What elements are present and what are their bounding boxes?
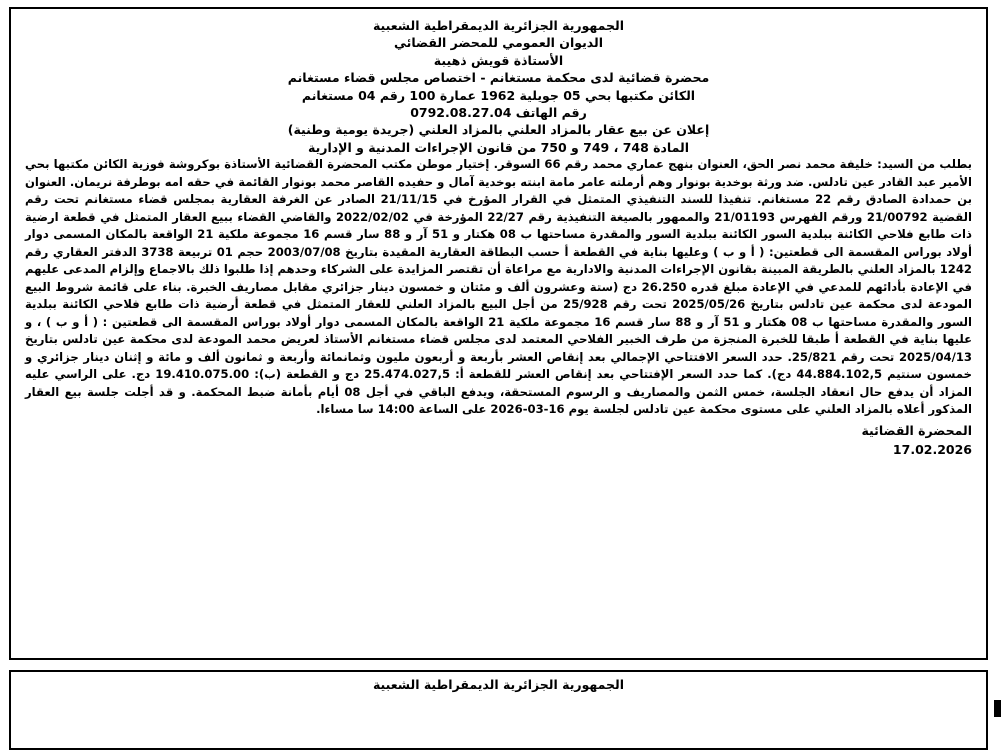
header-bailiff-name: الأستاذة قويش ذهيبة	[433, 52, 564, 68]
header-country: الجمهورية الجزائرية الديمقراطية الشعبية	[372, 18, 625, 33]
next-notice-header	[25, 676, 972, 693]
header-address: الكائن مكتبها بحي 05 جويلية 1962 عمارة 100 رقم 04 مستغانم	[301, 87, 696, 103]
notice-body: بطلب من السيد: خليفة محمد نصر الحق، العنوان بنهج عماري محمد رقم 66 السوقر. إختيار موطن مكتب المحضرة القضائية الأستاذة بوكروشة فوزية الكائن مكتبها بحي الأمير عبد القادر عين تادلس. ضد ورثة بوخدية بونوار وهم أرملته عامر مامة ابنته بوخدية آمال و حفيده القاصر محمد بونوار القائمة في حقه امه بوطرفة نريمان. العنوان بن حمدادة الصادق رقم 22 مستغانم. تنفيذا للسند التنفيذي المتمثل في القرار المؤرخ في 21/11/15 الصادر عن الغرفة العقارية بمجلس قضاء مستغانم تحت رقم القضية 21/00792 ورقم الفهرس 21/01193 والممهور بالصيغة التنفيذية رقم 22/27 المؤرخة في 2022/02/02 والقاضي القضاء ببيع العقار المتمثل في قطعة ارضية ذات طابع فلاحي الكائنة ببلدية السور الكائنة ببلدية السور والمقدرة مساحتها ب 08 هكتار و 51 آر و 88 سار قسم 16 مجموعة ملكية 21 الواقعة بالمكان المسمى دوار أولاد بوراس المقسمة الى قطعتين: ( أ و ب ) وعليها بناية في القطعة أ حسب البطاقة العقارية المقيدة بتاريخ 2003/07/08 حجم 01 تربيعة 3738 الدفتر العقاري رقم 1242 بالمزاد العلني بالطريقة المبينة بقانون الإجراءات المدنية والادارية مع مراعاة أن تقتصر المزايدة على الشركاء وحدهم إذا طلبوا ذلك بالاجماع وإلزام المدعى عليهم في الإعادة بأدائهم للمدعي في الإعادة مبلغ قدره 26.250 دج (ستة وعشرون ألف و مئتان و خمسون دينار جزائري مقابل مصاريف الخبرة. بناء على قائمة شروط البيع المودعة لدى محكمة عين تادلس بتاريخ 2025/05/26 تحت رقم 25/928 من أجل البيع بالمزاد العلني للعقار المتمثل في قطعة أرضية ذات طابع فلاحي الكائنة ببلدية السور والمقدرة مساحتها ب 08 هكتار و 51 آر و 88 سار قسم 16 مجموعة ملكية 21 الواقعة بالمكان المسمى دوار أولاد بوراس المقسمة الى قطعتين : ( أ و ب ) ، و عليها بناية في القطعة أ طبقا للخبرة المنجزة من طرف الخبير الفلاحي المعتمد لدى مجلس قضاء مستغانم الأستاذ لعريض محمد المودعة لدى محكمة عين تادلس بتاريخ 2025/04/13 تحت رقم 25/821. حدد السعر الافتتاحي الإجمالي بعد إنقاص العشر بأربعة و أربعون مليون وثمانمائة وأربعة و ثمانون ألف و مائة و إثنان دينار جزائري و خمسون سنتيم 44.884.102,5 دج). كما حدد السعر الإفتتاحي بعد إنقاص العشر للقطعة أ: 25.474.027,5 دج و القطعة (ب): 19.410.075.00 دج. على الراسي عليه المزاد أن يدفع حال انعقاد الجلسة، خمس الثمن والمصاريف و الرسوم المستحقة، ويدفع الباقي في أجل 08 أيام بأمانة ضبط المحكمة. و قد أجلت جلسة بيع العقار المذكور أعلاه بالمزاد العلني على مستوى محكمة عين تادلس لجلسة يوم 16-03-2026 على الساعة 14:00 سا مساءا.	[25, 157, 973, 417]
header-jurisdiction: محضرة قضائية لدى محكمة مستغانم - اختصاص مجلس قضاء مستغانم	[287, 70, 710, 86]
header-phone: رقم الهاتف 0792.08.27.04	[410, 105, 587, 121]
next-notice	[9, 670, 988, 750]
notice-header	[25, 17, 972, 156]
notice-signature	[25, 421, 972, 459]
header-office: الديوان العمومي للمحضر القضائي	[394, 35, 603, 51]
auction-notice	[9, 7, 988, 660]
signature-title: المحضرة القضائية	[861, 422, 972, 438]
header-legal-articles: المادة 748 ، 749 و 750 من قانون الإجراءات المدنية و الإدارية	[308, 139, 689, 155]
edge-mark	[994, 700, 1001, 717]
header-notice-title: إعلان عن بيع عقار بالمزاد العلني بالمزاد العلني (جريدة يومية وطنية)	[287, 122, 710, 138]
notice-date: 17.02.2026	[892, 441, 972, 457]
next-header-country: الجمهورية الجزائرية الديمقراطية الشعبية	[372, 677, 625, 692]
